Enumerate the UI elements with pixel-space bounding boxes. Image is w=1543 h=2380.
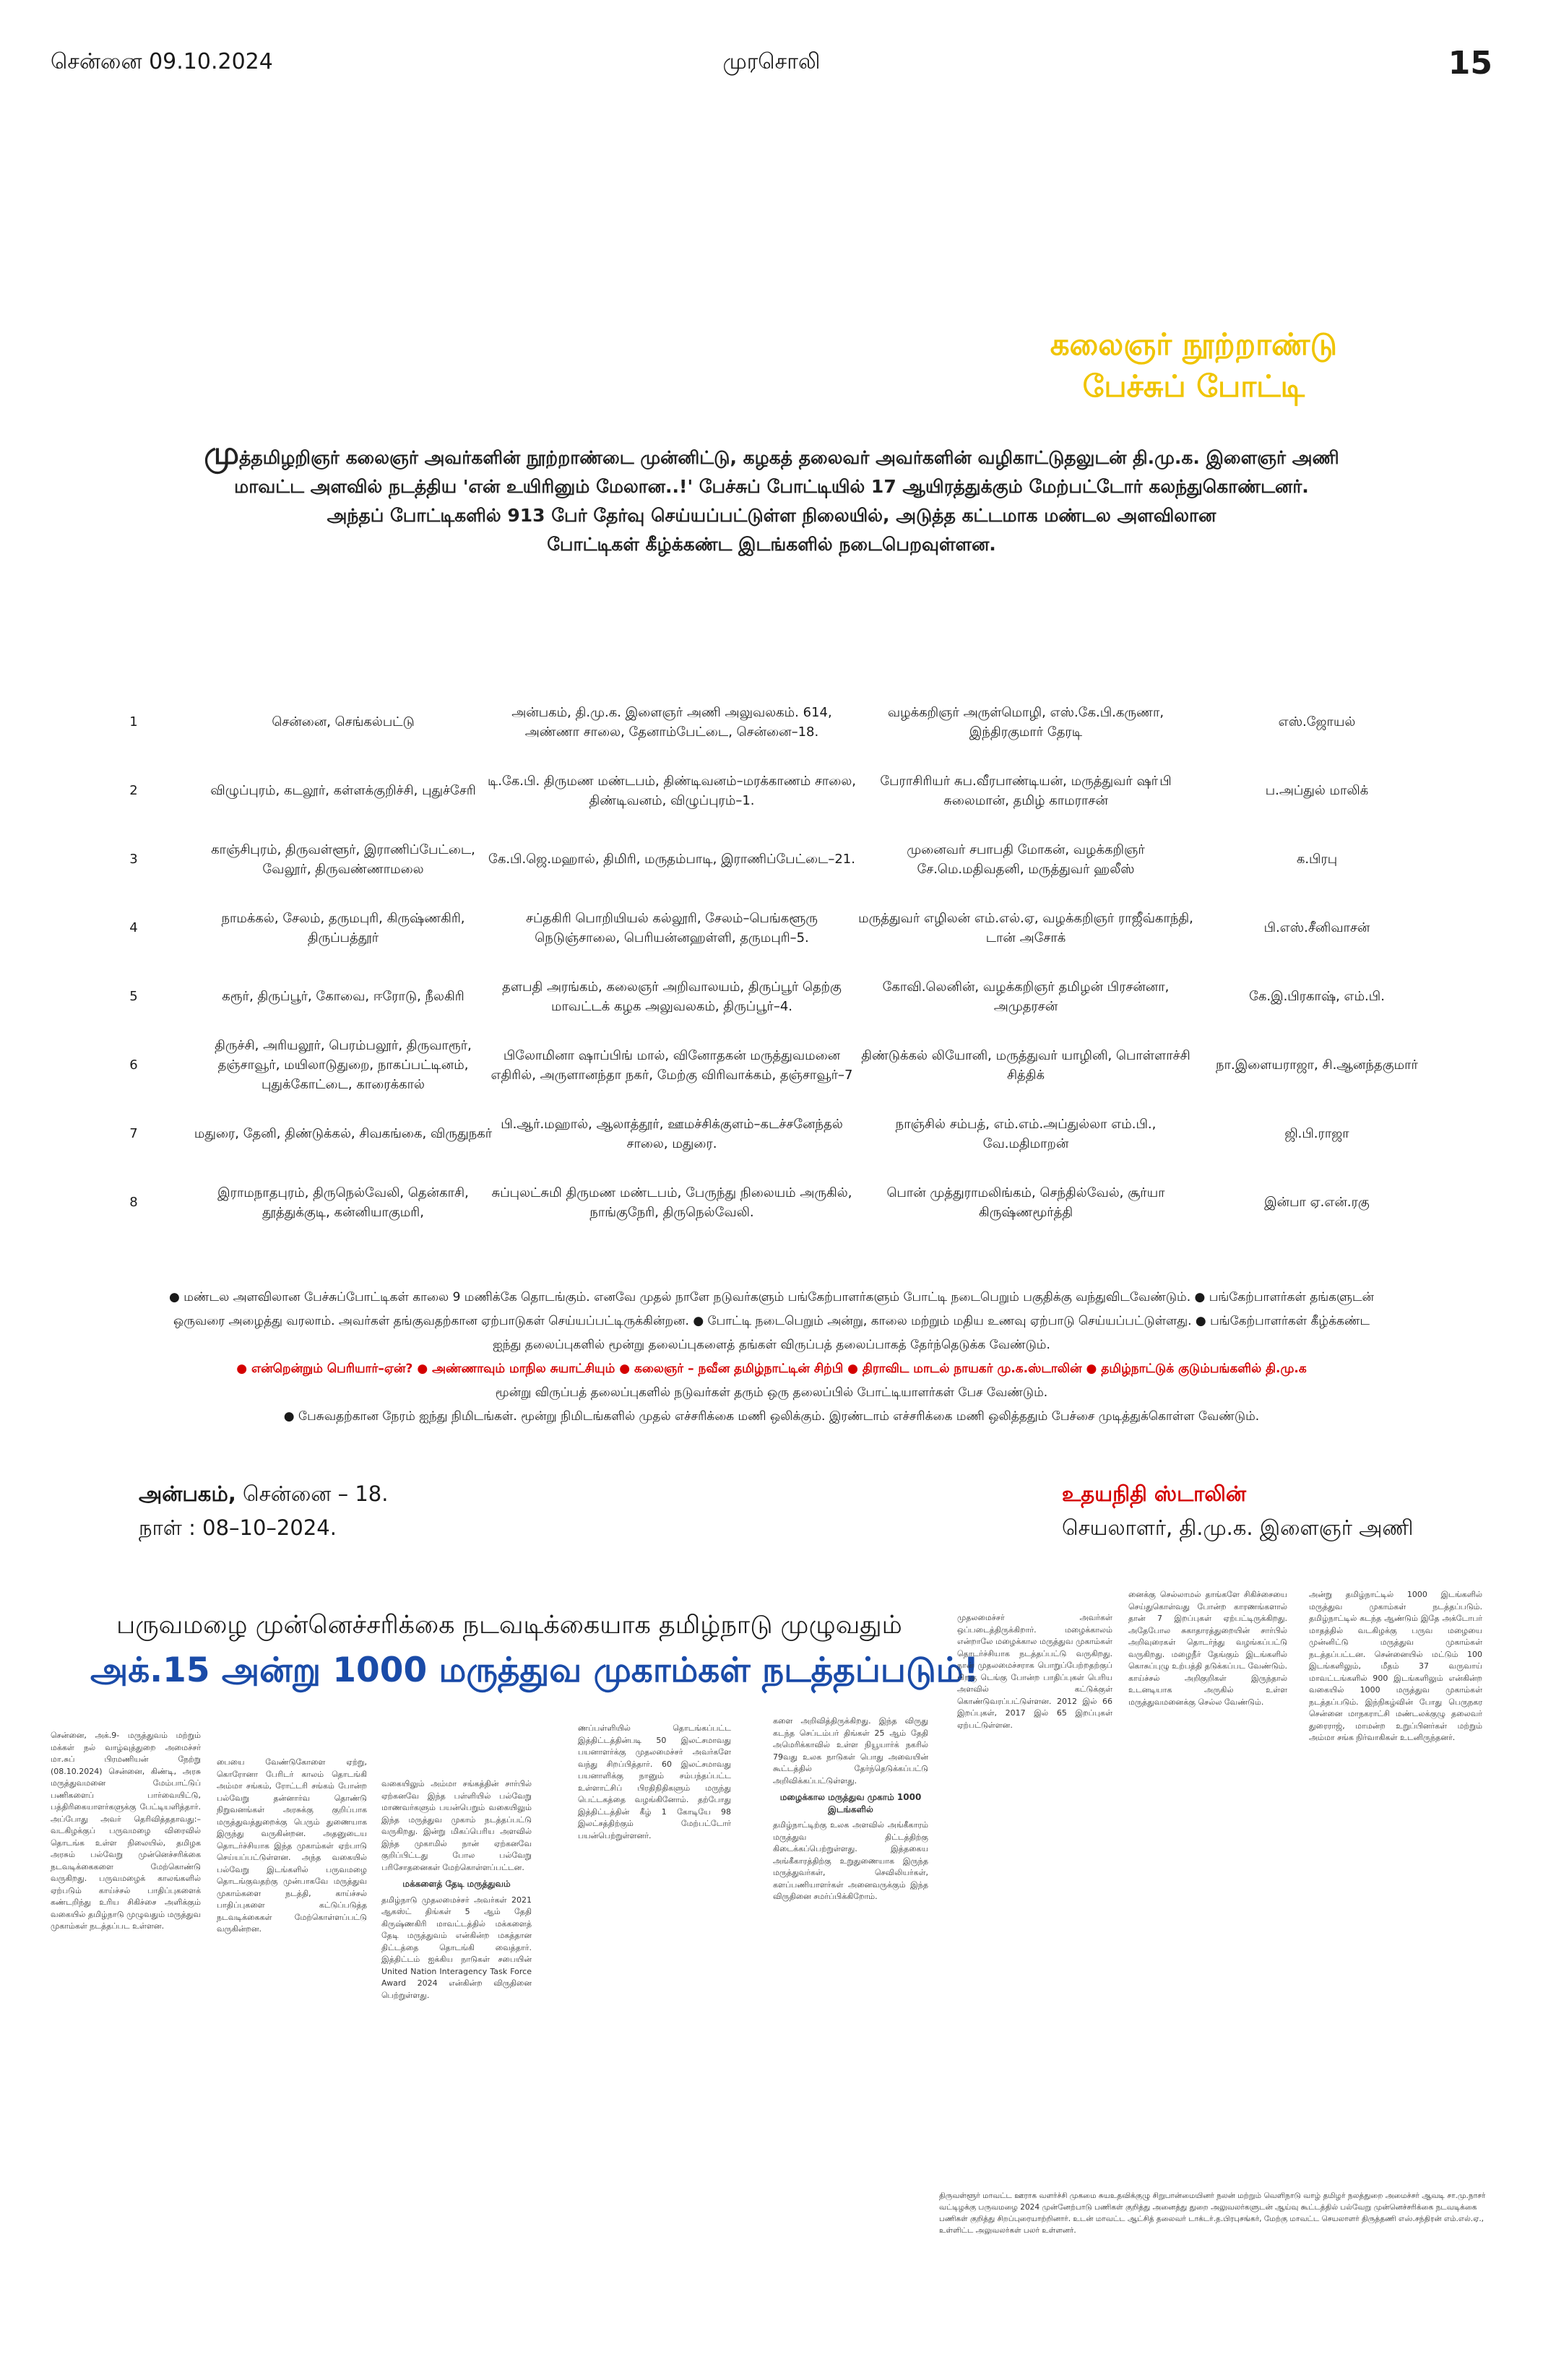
ad-notes [130,1286,1413,1429]
row-venue: அன்பகம், தி.மு.க. இளைஞர் அணி அலுவலகம். 614, அண்ணா சாலை, தேனாம்பேட்டை, சென்னை–18. [511,704,832,740]
row-number: 3 [129,852,138,867]
row-districts: நாமக்கல், சேலம், தருமபுரி, கிருஷ்ணகிரி, திருப்பத்தூர் [221,910,465,945]
article-column [1309,1589,1482,2167]
sign-date: நாள் : 08–10–2024. [139,1515,337,1540]
article-column [217,1757,367,2371]
row-judges: கோவி.லெனின், வழக்கறிஞர் தமிழன் பிரசன்னா, அமுதரசன் [882,979,1170,1014]
newspaper-name: முரசொலி [722,49,821,74]
ad-intro [144,435,1399,559]
article-text: னைக்கு செல்லாமல் தாங்களே சிகிச்சையை செய்துகொள்வது போன்ற காரணங்களால் தான் 7 இறப்புகள் ஏற்பட்டிருக்கிறது. அதேபோல சுகாதாரத்துறையின் சார்பில் அறிவுரைகள் தொடர்ந்து வழங்கப்பட்டு வருகிறது. மழைநீர் தேங்கும் இடங்களில் கொசுப்புழு உற்பத்தி தடுக்கப்பட வேண்டும். காய்ச்சல் அறிகுறிகள் இருந்தால் உடனடியாக அருகில் உள்ள மருத்துவமனைக்கு செல்ல வேண்டும். [1128,1590,1287,1707]
photo-caption: திருவள்ளூர் மாவட்ட ஊராக வளர்ச்சி முகமை சுயஉதவிக்குழு சிறுபான்மையினர் நலன் மற்றும் வெளிநாடு வாழ் தமிழர் நலத்துறை அமைச்சர் ஆவடி சா.மு.நாசர் வட்டிழக்கு பருவமழை 2024 முன்னேற்பாடு பணிகள் குறித்து அனைத்து துறை அலுவலர்களுடன் ஆய்வு கூட்டத்தில் பல்வேறு முன்னெச்சரிக்கை நடவடிக்கை பணிகள் குறித்து சிறப்புரையாற்றினார். உடன் மாவட்ட ஆட்சித் தலைவர் டாக்டர்.த.பிரபுசங்கர், மேற்கு மாவட்ட செயலாளர் திருத்தணி எஸ்.சந்திரன் எம்.எல்.ஏ., உள்ளிட்ட அலுவலர்கள் பலர் உள்ளனர். [939,2191,1486,2235]
article-text: சென்னை, அக்.9- மருத்துவம் மற்றும் மக்கள் நல் வாழ்வுத்துறை அமைச்சர் மா.சுப் பிரமணியன் நேற்று (08.10.2024) சென்னை, கிண்டி, அரசு மருத்துவமனை மேம்பாட்டுப் பணிகளைப் பார்வையிட்டு, பத்திரிகையாளர்களுக்கு பேட்டியளித்தார். அப்போது அவர் தெரிவித்ததாவது:– வடகிழக்குப் பருவமழை விரைவில் தொடங்க உள்ள நிலையில், தமிழக அரசும் பல்வேறு முன்னெச்சரிக்கை நடவடிக்கைகளை மேற்கொண்டு வருகிறது. பருவமழைக் காலங்களில் ஏற்படும் காய்ச்சல் பாதிப்புகளைக் கண்டறிந்து உரிய சிகிச்சை அளிக்கும் வகையில் தமிழ்நாடு முழுவதும் மருத்துவ முகாம்கள் நடத்தப்பட உள்ளன. [51,1731,201,1931]
row-venue: டி.கே.பி. திருமண மண்டபம், திண்டிவனம்–மரக்காணம் சாலை, திண்டிவனம், விழுப்புரம்–1. [487,773,857,808]
row-districts: திருச்சி, அரியலூர், பெரம்பலூர், திருவாரூர், தஞ்சாவூர், மயிலாடுதுறை, நாகப்பட்டினம், புதுக்கோட்டை, காரைக்கால் [215,1038,472,1092]
table-row [108,962,1435,1031]
article-column [957,1612,1112,2176]
row-districts: விழுப்புரம், கடலூர், கள்ளக்குறிச்சி, புதுச்சேரி [210,783,476,798]
page-header [51,45,1492,92]
article-subheading: மழைக்கால மருத்துவ முகாம் 1000 இடங்களில் [779,1792,922,1814]
article-text: தமிழ்நாட்டிற்கு உலக அளவில் அங்கீகாரம் மருத்துவ திட்டத்திற்கு கிடைக்கப்பெற்றுள்ளது. இத்தகைய அங்கீகாரத்திற்கு உறுதுணையாக இருந்த மருத்துவர்கள், செவிலியர்கள், களப்பணியாளர்கள் அனைவருக்கும் இந்த விருதினை சமர்ப்பிக்கிறோம். [773,1820,928,1901]
row-districts: காஞ்சிபுரம், திருவள்ளூர், இராணிப்பேட்டை, வேலூர், திருவண்ணாமலை [211,841,475,877]
venue-table [108,688,1435,1237]
row-venue: பி.ஆர்.மஹால், ஆலாத்தூர், ஊமச்சிக்குளம்–கடச்சனேந்தல் சாலை, மதுரை. [501,1116,843,1151]
row-judges: முனைவர் சபாபதி மோகன், வழக்கறிஞர் சே.மெ.மதிவதனி, மருத்துவர் ஹலீஸ் [907,841,1145,877]
row-districts: கரூர், திருப்பூர், கோவை, ஈரோடு, நீலகிரி [222,989,464,1004]
note-line: ● மண்டல அளவிலான பேச்சுப்போட்டிகள் காலை 9 மணிக்கே தொடங்கும். எனவே முதல் நாளே நடுவர்களும் பங்கேற்பாளர்களும் போட்டி நடைபெறும் பகுதிக்கு வந்துவிடவேண்டும். ● பங்கேற்பாளர்கள் தங்களுடன் [169,1290,1374,1304]
row-venue: தளபதி அரங்கம், கலைஞர் அறிவாலயம், திருப்பூர் தெற்கு மாவட்டக் கழக அலுவலகம், திருப்பூர்–4. [502,979,842,1014]
row-venue: சுப்புலட்சுமி திருமண மண்டபம், பேருந்து நிலையம் அருகில், நாங்குநேரி, திருநெல்வேலி. [491,1185,852,1220]
row-judges: மருத்துவர் எழிலன் எம்.எல்.ஏ, வழக்கறிஞர் ராஜீவ்காந்தி, டான் அசோக் [858,910,1193,945]
row-coordinator: க.பிரபு [1296,852,1338,867]
row-number: 5 [129,989,138,1004]
topic-list: ● என்றென்றும் பெரியார்–ஏன்? ● அண்ணாவும் மாநில சுயாட்சியும் ● கலைஞர் – நவீன தமிழ்நாட்டின் சிற்பி ● திராவிட மாடல் நாயகர் மு.க.ஸ்டாலின் ● தமிழ்நாட்டுக் குடும்பங்களில் தி.மு.க [236,1362,1307,1376]
row-number: 8 [129,1195,138,1210]
ad-title-line2: பேச்சுப் போட்டி [1082,368,1305,404]
row-coordinator: ஜி.பி.ராஜா [1284,1126,1349,1141]
table-row [108,1031,1435,1099]
article-text: ணப்பள்ளியில் தொடங்கப்பட்ட இத்திட்டத்தின்படி 50 இலட்சமாவது பயனாளர்க்கு முதலமைச்சர் அவர்களே வந்து சிறப்பித்தார். 60 இலட்சமாவது பயனாளிக்கு நானும் சம்பந்தப்பட்ட உள்ளாட்சிப் பிரதிநிதிகளும் மருந்து பெட்டகத்தை வழங்கினோம். தற்போது இத்திட்டத்தின் கீழ் 1 கோடியே 98 இலட்சத்திற்கும் மேற்பட்டோர் பயன்பெற்றுள்ளனர். [578,1723,731,1840]
row-number: 7 [129,1126,138,1141]
row-coordinator: இன்பா ஏ.என்.ரகு [1264,1195,1370,1210]
intro-line: போட்டிகள் கீழ்க்கண்ட இடங்களில் நடைபெறவுள்ளன. [547,534,996,555]
news-headline: அக்.15 அன்று 1000 மருத்துவ முகாம்கள் நடத்தப்படும்! [90,1650,980,1690]
row-venue: கே.பி.ஜெ.மஹால், திமிரி, மருதம்பாடி, இராணிப்பேட்டை–21. [488,852,855,867]
article-column [51,1730,201,2373]
row-number: 1 [129,714,138,730]
issue-date: சென்னை 09.10.2024 [51,49,273,74]
intro-line: மாவட்ட அளவில் நடத்திய 'என் உயிரினும் மேலான..!' பேச்சுப் போட்டியில் 17 ஆயிரத்துக்கும் மேற்பட்டோர் கலந்துகொண்டனர். [234,476,1309,497]
table-row [108,756,1435,825]
article-subheading: மக்களைத் தேடி மருத்துவம் [402,1879,511,1889]
row-number: 2 [129,783,138,798]
row-number: 4 [129,920,138,935]
row-judges: திண்டுக்கல் லியோனி, மருத்துவர் யாழினி, பொள்ளாச்சி சித்திக் [861,1047,1190,1083]
row-coordinator: கே.இ.பிரகாஷ், எம்.பி. [1249,989,1385,1004]
row-number: 6 [129,1057,138,1073]
row-coordinator: பி.எஸ்.சீனிவாசன் [1263,920,1370,935]
news-kicker: பருவமழை முன்னெச்சரிக்கை நடவடிக்கையாக தமிழ்நாடு முழுவதும் [116,1611,902,1640]
ad-signatory [1062,1477,1414,1545]
signatory-name: உதயநிதி ஸ்டாலின் [1062,1481,1246,1506]
row-coordinator: நா.இளையராஜா, சி.ஆனந்தகுமார் [1216,1057,1418,1073]
article-text: பையை வேண்டுகோளை ஏற்று, கொரோனா பேரிடர் காலம் தொடங்கி அம்மா சங்கம், ரோட்டரி சங்கம் போன்ற பல்வேறு தன்னார்வ தொண்டு நிறுவனங்கள் அரசுக்கு குறிப்பாக மருத்துவத்துறைக்கு பெரும் துணையாக இருந்து வருகின்றன. அதனுடைய தொடர்ச்சியாக இந்த முகாம்கள் ஏற்பாடு செய்யப்பட்டுள்ளன. அந்த வகையில் பல்வேறு இடங்களில் பருவமழை தொடங்குவதற்கு முன்பாகவே மருத்துவ முகாம்களை நடத்தி, காய்ச்சல் பாதிப்புகளை கட்டுப்படுத்த நடவடிக்கைகள் மேற்கொள்ளப்பட்டு வருகின்றன. [217,1757,367,1934]
row-judges: நாஞ்சில் சம்பத், எம்.எம்.அப்துல்லா எம்.பி., வே.மதிமாறன் [895,1116,1157,1151]
ad-title [1050,324,1337,407]
page-number: 15 [1448,45,1492,82]
article-column [381,1778,532,2371]
row-coordinator: எஸ்.ஜோயல் [1278,714,1356,730]
note-line: மூன்று விருப்பத் தலைப்புகளில் நடுவர்கள் தரும் ஒரு தலைப்பில் போட்டியாளர்கள் பேச வேண்டும். [495,1385,1048,1400]
intro-dropcap: மு [204,435,240,472]
table-row [108,1168,1435,1237]
sign-place-bold: அன்பகம், [139,1481,236,1506]
row-judges: பொன் முத்துராமலிங்கம், செந்தில்வேல், சூர்யா கிருஷ்ணமூர்த்தி [886,1185,1165,1220]
article-text: அன்று தமிழ்நாட்டில் 1000 இடங்களில் மருத்துவ முகாம்கள் நடத்தப்படும். தமிழ்நாட்டில் கடந்த ஆண்டும் இதே அக்டோபர் மாதத்தில் வடகிழக்கு பருவ மழையை முன்னிட்டு மருத்துவ முகாம்கள் நடத்தப்பட்டன. சென்னையில் மட்டும் 100 இடங்களிலும், மீதம் 37 வருவாய் மாவட்டங்களில் 900 இடங்களிலும் என்கின்ற வகையில் 1000 மருத்துவ முகாம்கள் நடத்தப்படும். இந்நிகழ்வின் போது பெருநகர சென்னை மாநகராட்சி மண்டலக்குழு தலைவர் துரைராஜ், மாமன்ற உறுப்பினர்கள் மற்றும் அம்மா சங்க நிர்வாகிகள் உடனிருந்தனர். [1309,1590,1482,1742]
row-venue: சப்தகிரி பொறியியல் கல்லூரி, சேலம்–பெங்களூரு நெடுஞ்சாலை, பெரியன்னஹள்ளி, தருமபுரி–5. [526,910,818,945]
intro-line: அந்தப் போட்டிகளில் 913 பேர் தேர்வு செய்யப்பட்டுள்ள நிலையில், அடுத்த கட்டமாக மண்டல அளவிலான [327,505,1216,526]
sign-place-rest: சென்னை – 18. [235,1481,389,1506]
intro-line: த்தமிழறிஞர் கலைஞர் அவர்களின் நூற்றாண்டை முன்னிட்டு, கழகத் தலைவர் அவர்களின் வழிகாட்டுதலுடன் தி.மு.க. இளைஞர் அணி [239,447,1339,468]
article-text: முதலமைச்சர் அவர்கள் ஒப்படைத்திருக்கிறார். மழைக்காலம் என்றாலே மழைக்கால மருத்துவ முகாம்கள் தொடர்ச்சியாக நடத்தப்பட்டு வருகிறது. நான் முதலமைச்சராக பொறுப்பேற்றதற்குப் பிறகு டெங்கு போன்ற பாதிப்புகள் பெரிய அளவில் கட்டுக்குள் கொண்டுவரப்பட்டுள்ளன. 2012 இல் 66 இறப்புகள், 2017 இல் 65 இறப்புகள் ஏற்பட்டுள்ளன. [957,1613,1112,1730]
ad-title-line1: கலைஞர் நூற்றாண்டு [1050,326,1337,362]
row-districts: சென்னை, செங்கல்பட்டு [272,714,415,730]
signatory-title: செயலாளர், தி.மு.க. இளைஞர் அணி [1062,1515,1414,1540]
note-line: ● பேசுவதற்கான நேரம் ஐந்து நிமிடங்கள். மூன்று நிமிடங்களில் முதல் எச்சரிக்கை மணி ஒலிக்கும். இரண்டாம் எச்சரிக்கை மணி ஒலித்ததும் பேச்சை முடித்துக்கொள்ள வேண்டும். [283,1409,1260,1424]
note-line: ஒருவரை அழைத்து வரலாம். அவர்கள் தங்குவதற்கான ஏற்பாடுகள் செய்யப்பட்டிருக்கின்றன. ● போட்டி நடைபெறும் அன்று, காலை மற்றும் மதிய உணவு ஏற்பாடு செய்யப்பட்டுள்ளது. ● பங்கேற்பாளர்கள் கீழ்க்கண்ட [173,1314,1370,1328]
article-column [578,1723,731,2373]
row-districts: இராமநாதபுரம், திருநெல்வேலி, தென்காசி, தூத்துக்குடி, கன்னியாகுமரி, [217,1185,469,1220]
article-text: வகையிலும் அம்மா சங்கத்தின் சார்பில் ஏற்கனவே இந்த பள்ளியில் பல்வேறு மாணவர்களும் பயன்பெறும் வகையிலும் இந்த மருத்துவ முகாம் நடத்தப்பட்டு வருகிறது. இன்று மிகப்பெரிய அளவில் இந்த முகாமில் நான் ஏற்கனவே குறிப்பிட்டது போல பல்வேறு பரிசோதனைகள் மேற்கொள்ளப்பட்டன. [381,1779,532,1872]
table-row [108,893,1435,962]
table-row [108,688,1435,756]
row-coordinator: ப.அப்துல் மாலிக் [1265,783,1369,798]
table-row [108,825,1435,893]
article-text: களை அறிவித்திருக்கிறது. இந்த விருது கடந்த செப்டம்பர் திங்கள் 25 ஆம் தேதி அமெரிக்காவில் உள்ள நியூயார்க் நகரில் 79வது உலக நாடுகள் பொது அவையின் கூட்டத்தில் தேர்ந்தெடுக்கப்பட்டு அறிவிக்கப்பட்டுள்ளது. [773,1716,928,1786]
table-row [108,1099,1435,1168]
row-districts: மதுரை, தேனி, திண்டுக்கல், சிவகங்கை, விருதுநகர் [194,1126,493,1141]
row-venue: பிலோமினா ஷாப்பிங் மால், வினோதகன் மருத்துவமனை எதிரில், அருளானந்தா நகர், மேற்கு விரிவாக்கம், தஞ்சாவூர்–7 [490,1047,853,1083]
article-column [1128,1589,1287,2167]
row-judges: வழக்கறிஞர் அருள்மொழி, எஸ்.கே.பி.கருணா, இந்திரகுமார் தேரடி [887,704,1164,740]
ad-place-date [139,1477,388,1545]
article-text: தமிழ்நாடு முதலமைச்சர் அவர்கள் 2021 ஆகஸ்ட் திங்கள் 5 ஆம் தேதி கிருஷ்ணகிரி மாவட்டத்தில் மக்களைத் தேடி மருத்துவம் என்கின்ற மகத்தான திட்டத்தை தொடங்கி வைத்தார். இத்திட்டம் ஐக்கிய நாடுகள் சபையின் United Nation Interagency Task Force Award 2024 என்கின்ற விருதினை பெற்றுள்ளது. [381,1895,532,2000]
article-column [773,1715,928,2178]
note-line: ஐந்து தலைப்புகளில் மூன்று தலைப்புகளைத் தங்கள் விருப்பத் தலைப்பாகத் தேர்ந்தெடுக்க வேண்டும். [493,1338,1050,1352]
row-judges: பேராசிரியர் சுப.வீரபாண்டியன், மருத்துவர் ஷா்பி சுலைமான், தமிழ் காமராசன் [880,773,1172,808]
